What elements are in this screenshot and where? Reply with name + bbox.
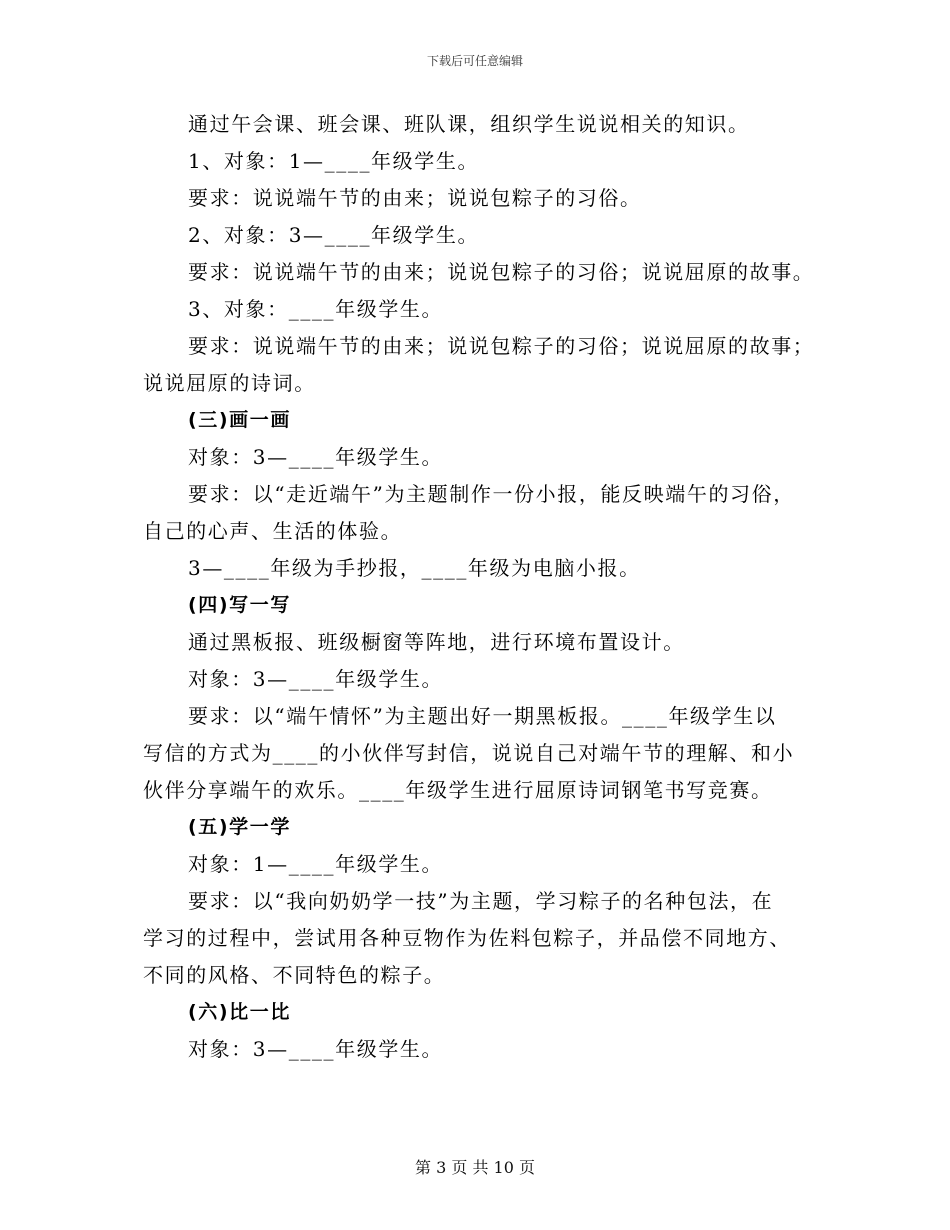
paragraph-line: 对象：3—____年级学生。 xyxy=(188,445,444,469)
paragraph-line: 要求：说说端午节的由来；说说包粽子的习俗；说说屈原的故事。 xyxy=(188,260,815,284)
paragraph-line: 不同的风格、不同特色的粽子。 xyxy=(143,963,446,987)
paragraph-line: 要求：以“我向奶奶学一技”为主题，学习粽子的名种包法，在 xyxy=(188,889,774,913)
paragraph-line: 3—____年级为手抄报，____年级为电脑小报。 xyxy=(188,556,641,580)
paragraph-line: 要求：以“端午情怀”为主题出好一期黑板报。____年级学生以 xyxy=(188,704,777,728)
paragraph-line: 对象：1—____年级学生。 xyxy=(188,852,444,876)
paragraph-line: 学习的过程中，尝试用各种豆物作为佐料包粽子，并品偿不同地方、 xyxy=(143,926,791,950)
paragraph-line: 对象：3—____年级学生。 xyxy=(188,667,444,691)
paragraph-line: 通过午会课、班会课、班队课，组织学生说说相关的知识。 xyxy=(188,112,750,136)
paragraph-line: 3、对象：____年级学生。 xyxy=(188,297,444,321)
section-heading: (三)画一画 xyxy=(188,409,291,431)
paragraph-line: 2、对象：3—____年级学生。 xyxy=(188,223,480,247)
document-body xyxy=(143,106,823,1068)
page-number: 第 3 页 共 10 页 xyxy=(415,1158,535,1177)
paragraph-line: 对象：3—____年级学生。 xyxy=(188,1037,444,1061)
page-header: 下载后可任意编辑 xyxy=(426,54,523,68)
paragraph-line: 1、对象：1—____年级学生。 xyxy=(188,149,480,173)
paragraph-line: 伙伴分享端午的欢乐。____年级学生进行屈原诗词钢笔书写竞赛。 xyxy=(143,778,773,802)
paragraph-line: 说说屈原的诗词。 xyxy=(143,371,316,395)
paragraph-line: 要求：以“走近端午”为主题制作一份小报，能反映端午的习俗， xyxy=(188,482,795,506)
section-heading: (五)学一学 xyxy=(188,816,291,838)
paragraph-line: 要求：说说端午节的由来；说说包粽子的习俗。 xyxy=(188,186,642,210)
paragraph-line: 写信的方式为____的小伙伴写封信，说说自己对端午节的理解、和小 xyxy=(143,741,795,765)
paragraph-line: 自己的心声、生活的体验。 xyxy=(143,519,403,543)
paragraph-line: 通过黑板报、班级橱窗等阵地，进行环境布置设计。 xyxy=(188,630,685,654)
section-heading: (六)比一比 xyxy=(188,1001,291,1023)
section-heading: (四)写一写 xyxy=(188,594,291,616)
paragraph-line: 要求：说说端午节的由来；说说包粽子的习俗；说说屈原的故事； xyxy=(188,334,815,358)
